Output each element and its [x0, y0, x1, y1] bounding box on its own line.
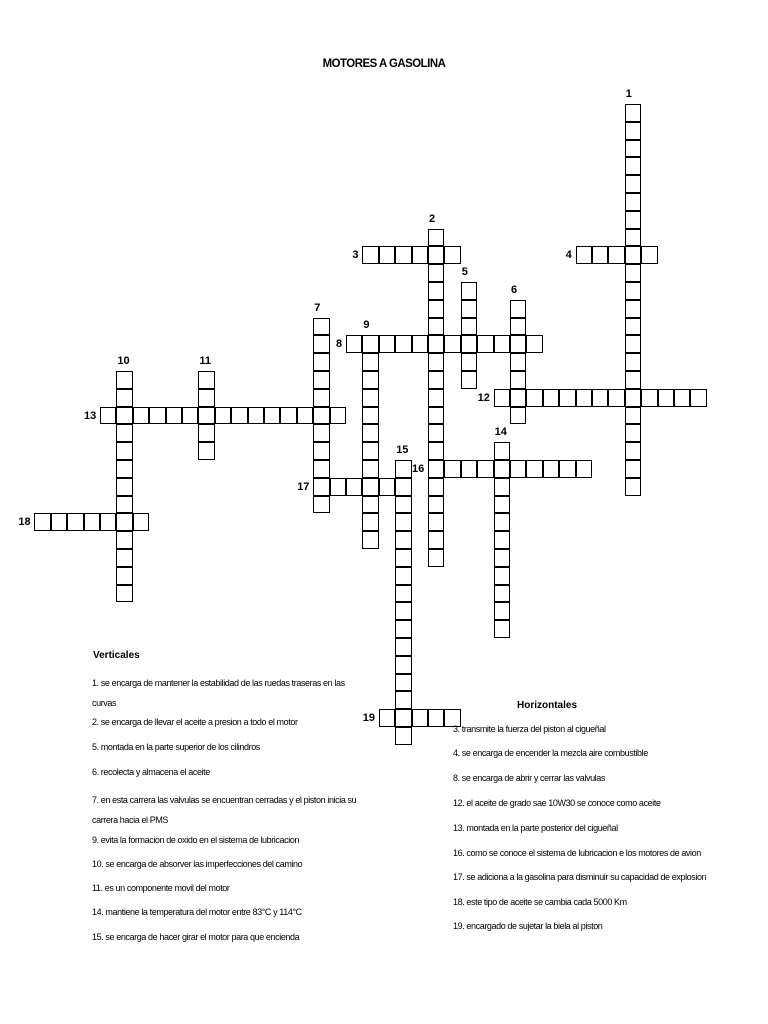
grid-cell[interactable] [84, 513, 100, 531]
grid-cell[interactable] [543, 460, 559, 478]
grid-cell[interactable] [428, 442, 444, 460]
grid-cell[interactable] [346, 335, 362, 353]
grid-cell[interactable] [116, 478, 132, 496]
grid-cell[interactable] [313, 424, 329, 442]
clue-number: 4 [565, 249, 572, 262]
grid-cell[interactable] [494, 389, 510, 407]
clue-number: 5 [461, 266, 468, 278]
grid-cell[interactable] [395, 496, 411, 514]
grid-cell[interactable] [395, 691, 411, 709]
clue-number: 11 [199, 355, 212, 367]
grid-cell[interactable] [494, 585, 510, 603]
grid-cell[interactable] [461, 300, 477, 318]
grid-cell[interactable] [280, 407, 296, 425]
grid-cell[interactable] [543, 389, 559, 407]
grid-cell[interactable] [494, 602, 510, 620]
grid-cell[interactable] [198, 371, 214, 389]
grid-cell[interactable] [198, 442, 214, 460]
grid-cell[interactable] [100, 513, 116, 531]
grid-cell[interactable] [444, 246, 460, 264]
grid-cell[interactable] [116, 460, 132, 478]
grid-cell[interactable] [362, 442, 378, 460]
grid-cell[interactable] [428, 229, 444, 247]
vertical-clue: 10. se encarga de absorver las imperfecciones del camino [92, 859, 303, 869]
grid-cell[interactable] [395, 638, 411, 656]
grid-cell[interactable] [477, 335, 493, 353]
grid-cell[interactable] [510, 300, 526, 318]
grid-cell[interactable] [625, 318, 641, 336]
vertical-clue: 9. evita la formacion de oxido en el sistema de lubricacion [92, 835, 300, 845]
grid-cell[interactable] [625, 389, 641, 407]
grid-cell[interactable] [477, 460, 493, 478]
grid-cell[interactable] [658, 389, 674, 407]
grid-cell[interactable] [494, 496, 510, 514]
vertical-clue: 2. se encarga de llevar el aceite a presion a todo el motor [92, 717, 298, 727]
grid-cell[interactable] [313, 371, 329, 389]
grid-cell[interactable] [428, 424, 444, 442]
grid-cell[interactable] [182, 407, 198, 425]
grid-cell[interactable] [608, 246, 624, 264]
grid-cell[interactable] [428, 549, 444, 567]
grid-cell[interactable] [494, 335, 510, 353]
grid-cell[interactable] [116, 585, 132, 603]
grid-cell[interactable] [592, 246, 608, 264]
grid-cell[interactable] [395, 567, 411, 585]
clue-number: 6 [511, 283, 518, 296]
grid-cell[interactable] [395, 709, 411, 727]
grid-cell[interactable] [362, 478, 378, 496]
grid-cell[interactable] [428, 531, 444, 549]
grid-cell[interactable] [395, 478, 411, 496]
grid-cell[interactable] [494, 442, 510, 460]
horizontales-heading: Horizontales [517, 700, 578, 711]
grid-cell[interactable] [690, 389, 706, 407]
grid-cell[interactable] [625, 335, 641, 353]
grid-cell[interactable] [625, 175, 641, 193]
vertical-clue: 15. se encarga de hacer girar el motor para que encienda [92, 932, 300, 942]
grid-cell[interactable] [198, 424, 214, 442]
grid-cell[interactable] [526, 389, 542, 407]
horizontal-clue: 13. montada en la parte posterior del cigueñal [453, 823, 618, 833]
grid-cell[interactable] [313, 442, 329, 460]
grid-cell[interactable] [625, 104, 641, 122]
grid-cell[interactable] [313, 318, 329, 336]
grid-cell[interactable] [428, 371, 444, 389]
grid-cell[interactable] [625, 460, 641, 478]
grid-cell[interactable] [116, 389, 132, 407]
grid-cell[interactable] [494, 531, 510, 549]
grid-cell[interactable] [428, 478, 444, 496]
grid-cell[interactable] [34, 513, 50, 531]
grid-cell[interactable] [362, 496, 378, 514]
grid-cell[interactable] [395, 674, 411, 692]
grid-cell[interactable] [395, 602, 411, 620]
grid-cell[interactable] [362, 371, 378, 389]
grid-cell[interactable] [510, 335, 526, 353]
grid-cell[interactable] [461, 282, 477, 300]
horizontal-clue: 17. se adiciona a la gasolina para disminuir su capacidad de explosion [453, 872, 707, 882]
grid-cell[interactable] [510, 371, 526, 389]
grid-cell[interactable] [330, 407, 346, 425]
clue-number: 9 [363, 319, 370, 332]
grid-cell[interactable] [51, 513, 67, 531]
horizontal-clue: 16. como se conoce el sistema de lubricacion e los motores de avion [453, 848, 701, 858]
horizontal-clue: 3. transmite la fuerza del piston al cigueñal [453, 724, 606, 734]
grid-cell[interactable] [428, 300, 444, 318]
grid-cell[interactable] [576, 389, 592, 407]
clue-number: 14 [494, 426, 507, 439]
grid-cell[interactable] [428, 389, 444, 407]
clue-number: 13 [84, 409, 97, 422]
grid-cell[interactable] [641, 389, 657, 407]
page-title: MOTORES A GASOLINA [322, 56, 446, 70]
vertical-clue: 14. mantiene la temperatura del motor entre 83°C y 114°C [92, 907, 302, 917]
grid-cell[interactable] [198, 389, 214, 407]
grid-cell[interactable] [592, 389, 608, 407]
grid-cell[interactable] [412, 709, 428, 727]
grid-cell[interactable] [625, 353, 641, 371]
clue-number: 7 [314, 301, 321, 314]
grid-cell[interactable] [116, 424, 132, 442]
grid-cell[interactable] [313, 496, 329, 514]
grid-cell[interactable] [428, 282, 444, 300]
grid-cell[interactable] [494, 478, 510, 496]
grid-cell[interactable] [362, 407, 378, 425]
grid-cell[interactable] [428, 709, 444, 727]
clue-number: 18 [18, 516, 31, 529]
vertical-clue: 5. montada en la parte superior de los cilindros [92, 742, 260, 752]
grid-cell[interactable] [198, 407, 214, 425]
grid-cell[interactable] [510, 407, 526, 425]
grid-cell[interactable] [166, 407, 182, 425]
grid-cell[interactable] [313, 460, 329, 478]
grid-cell[interactable] [625, 246, 641, 264]
grid-cell[interactable] [116, 371, 132, 389]
grid-cell[interactable] [133, 407, 149, 425]
grid-cell[interactable] [362, 389, 378, 407]
grid-cell[interactable] [379, 478, 395, 496]
grid-cell[interactable] [510, 460, 526, 478]
grid-cell[interactable] [576, 246, 592, 264]
horizontal-clue: 8. se encarga de abrir y cerrar las valvulas [453, 773, 605, 783]
grid-cell[interactable] [362, 335, 378, 353]
grid-cell[interactable] [428, 353, 444, 371]
grid-cell[interactable] [313, 335, 329, 353]
grid-cell[interactable] [116, 567, 132, 585]
grid-cell[interactable] [526, 460, 542, 478]
grid-cell[interactable] [576, 460, 592, 478]
grid-cell[interactable] [379, 246, 395, 264]
grid-cell[interactable] [625, 282, 641, 300]
grid-cell[interactable] [428, 460, 444, 478]
clue-number: 19 [362, 712, 376, 725]
grid-cell[interactable] [362, 424, 378, 442]
grid-cell[interactable] [215, 407, 231, 425]
grid-cell[interactable] [494, 620, 510, 638]
grid-cell[interactable] [428, 335, 444, 353]
grid-cell[interactable] [625, 407, 641, 425]
grid-cell[interactable] [362, 513, 378, 531]
grid-cell[interactable] [510, 353, 526, 371]
grid-cell[interactable] [379, 335, 395, 353]
grid-cell[interactable] [395, 585, 411, 603]
vertical-clue: 7. en esta carrera las valvulas se encuentran cerradas y el piston inicia su carrera hacia el PMS [92, 795, 357, 825]
grid-cell[interactable] [625, 371, 641, 389]
grid-cell[interactable] [313, 407, 329, 425]
grid-cell[interactable] [395, 620, 411, 638]
clue-number: 16 [412, 463, 425, 475]
grid-cell[interactable] [559, 389, 575, 407]
grid-cell[interactable] [231, 407, 247, 425]
grid-cell[interactable] [641, 246, 657, 264]
grid-cell[interactable] [428, 318, 444, 336]
grid-cell[interactable] [313, 478, 329, 496]
grid-cell[interactable] [428, 513, 444, 531]
grid-cell[interactable] [428, 246, 444, 264]
grid-cell[interactable] [362, 460, 378, 478]
clue-number: 8 [336, 338, 343, 351]
horizontal-clue: 18. este tipo de aceite se cambia cada 5000 Km [453, 897, 627, 907]
clue-number: 3 [352, 249, 359, 262]
grid-cell[interactable] [395, 531, 411, 549]
grid-cell[interactable] [494, 513, 510, 531]
grid-cell[interactable] [362, 353, 378, 371]
verticales-heading: Verticales [93, 650, 140, 661]
grid-cell[interactable] [116, 531, 132, 549]
grid-cell[interactable] [625, 140, 641, 158]
grid-cell[interactable] [428, 496, 444, 514]
grid-cell[interactable] [674, 389, 690, 407]
grid-cell[interactable] [313, 389, 329, 407]
grid-cell[interactable] [116, 442, 132, 460]
grid-cell[interactable] [625, 442, 641, 460]
grid-cell[interactable] [461, 353, 477, 371]
grid-cell[interactable] [494, 460, 510, 478]
grid-cell[interactable] [625, 300, 641, 318]
grid-cell[interactable] [510, 389, 526, 407]
vertical-clue: 6. recolecta y almacena el aceite [92, 767, 210, 777]
grid-cell[interactable] [379, 709, 395, 727]
clue-number: 2 [429, 212, 436, 225]
clue-number: 10 [117, 355, 130, 367]
grid-cell[interactable] [248, 407, 264, 425]
grid-cell[interactable] [346, 478, 362, 496]
grid-cell[interactable] [444, 460, 460, 478]
grid-cell[interactable] [67, 513, 83, 531]
grid-cell[interactable] [428, 407, 444, 425]
grid-cell[interactable] [461, 318, 477, 336]
grid-cell[interactable] [395, 656, 411, 674]
grid-cell[interactable] [116, 513, 132, 531]
horizontal-clue: 4. se encarga de encender la mezcla aire combustible [453, 748, 648, 758]
grid-cell[interactable] [264, 407, 280, 425]
grid-cell[interactable] [116, 549, 132, 567]
grid-cell[interactable] [297, 407, 313, 425]
clue-number: 1 [625, 88, 632, 100]
grid-cell[interactable] [625, 424, 641, 442]
horizontal-clue: 12. el aceite de grado sae 10W30 se conoce como aceite [453, 798, 661, 808]
grid-cell[interactable] [510, 318, 526, 336]
grid-cell[interactable] [625, 193, 641, 211]
grid-cell[interactable] [625, 229, 641, 247]
grid-cell[interactable] [395, 513, 411, 531]
clue-number: 12 [477, 391, 490, 404]
grid-cell[interactable] [461, 335, 477, 353]
grid-cell[interactable] [625, 157, 641, 175]
grid-cell[interactable] [625, 122, 641, 140]
clue-number: 17 [297, 480, 310, 493]
grid-cell[interactable] [116, 407, 132, 425]
grid-cell[interactable] [100, 407, 116, 425]
grid-cell[interactable] [559, 460, 575, 478]
grid-cell[interactable] [133, 513, 149, 531]
grid-cell[interactable] [395, 460, 411, 478]
grid-cell[interactable] [395, 727, 411, 745]
grid-cell[interactable] [116, 496, 132, 514]
grid-cell[interactable] [149, 407, 165, 425]
grid-cell[interactable] [412, 246, 428, 264]
grid-cell[interactable] [362, 246, 378, 264]
grid-cell[interactable] [625, 478, 641, 496]
grid-cell[interactable] [362, 531, 378, 549]
grid-cell[interactable] [608, 389, 624, 407]
grid-cell[interactable] [494, 549, 510, 567]
grid-cell[interactable] [313, 353, 329, 371]
grid-cell[interactable] [461, 460, 477, 478]
clue-number: 15 [396, 444, 409, 456]
vertical-clue: 1. se encarga de mantener la estabilidad de las ruedas traseras en las curvas [92, 678, 345, 708]
grid-cell[interactable] [412, 335, 428, 353]
grid-cell[interactable] [428, 264, 444, 282]
vertical-clue: 11. es un componente movil del motor [92, 883, 230, 893]
horizontal-clue: 19. encargado de sujetar la biela al piston [453, 921, 603, 931]
grid-cell[interactable] [461, 371, 477, 389]
grid-cell[interactable] [625, 211, 641, 229]
grid-cell[interactable] [395, 549, 411, 567]
grid-cell[interactable] [494, 567, 510, 585]
grid-cell[interactable] [395, 246, 411, 264]
grid-cell[interactable] [625, 264, 641, 282]
grid-cell[interactable] [444, 335, 460, 353]
grid-cell[interactable] [330, 478, 346, 496]
grid-cell[interactable] [526, 335, 542, 353]
grid-cell[interactable] [395, 335, 411, 353]
